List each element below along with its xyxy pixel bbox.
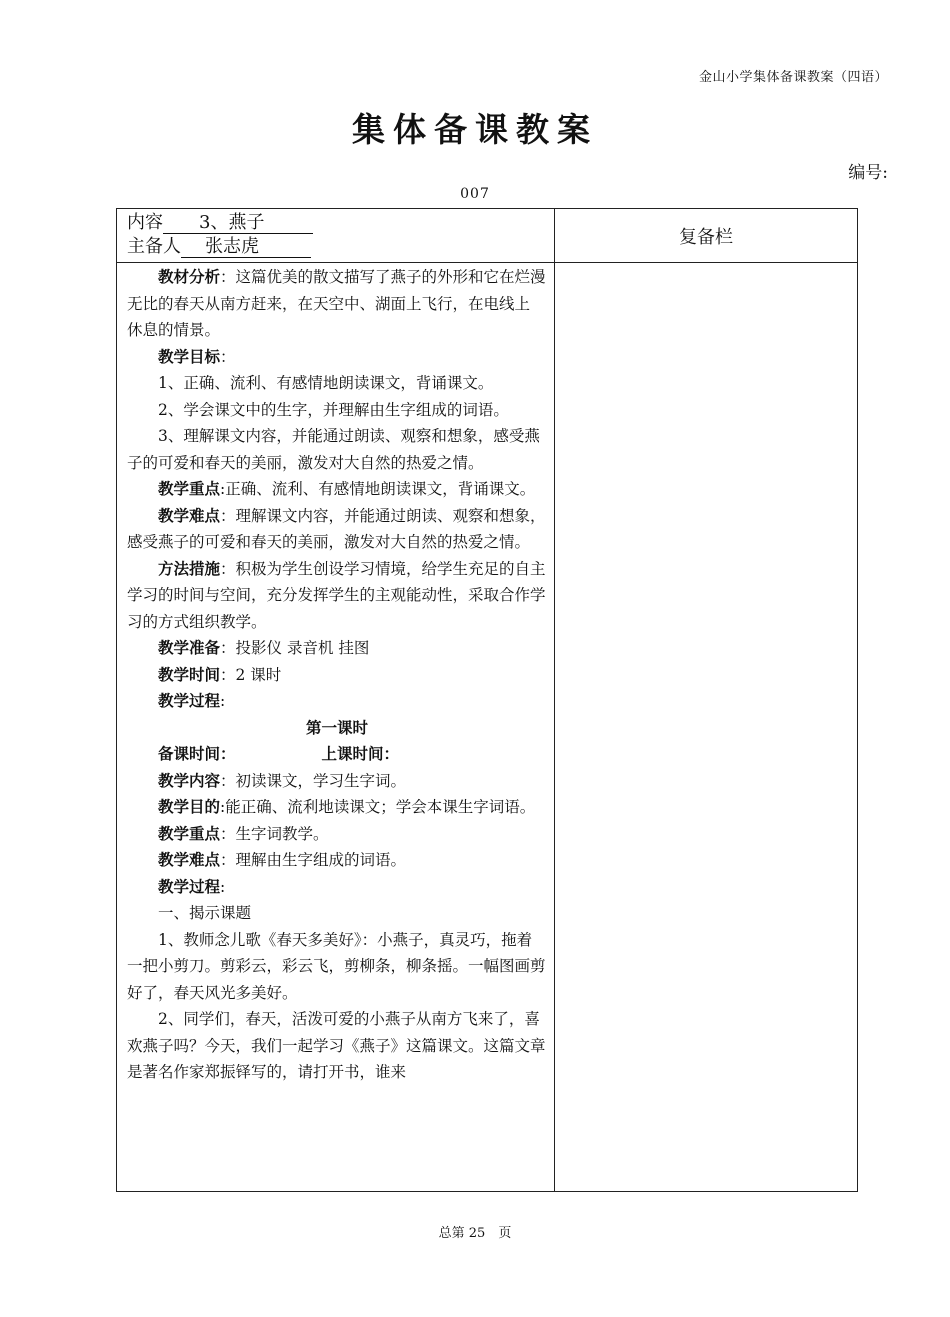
paragraph <box>127 344 547 371</box>
paragraph <box>127 874 547 901</box>
paragraph <box>127 503 547 556</box>
lesson-table <box>116 208 858 1192</box>
para-text: ：初读课文，学习生字词。 <box>220 771 407 790</box>
para-label: 教学内容 <box>158 770 221 790</box>
para-label: 教学重点 <box>158 823 221 843</box>
para-label: 教学难点 <box>158 850 221 869</box>
header-note: 金山小学集体备课教案（四语） <box>698 70 888 85</box>
paragraph <box>127 768 547 795</box>
lesson-body <box>127 264 547 1086</box>
document-title: 集体备课教案 <box>352 110 598 149</box>
paragraph <box>127 741 547 768</box>
para-label: 教学目标 <box>158 346 221 366</box>
lesson-heading: 第一课时 <box>305 717 368 737</box>
para-text: : <box>220 692 226 710</box>
para-label: 教学目的 <box>158 797 221 816</box>
para-text: ：2 课时 <box>220 665 282 684</box>
para-text: ：这篇优美的散文描写了燕子的外形和它在烂漫无比的春天从南方赶来，在天空中、湖面上飞行，在电线上 休息的情景。 <box>127 268 546 339</box>
para-label: 备课时间： <box>158 744 236 763</box>
paragraph <box>127 476 547 503</box>
paragraph: 1、正确、流利、有感情地朗读课文，背诵课文。 <box>158 374 494 392</box>
para-text: ：理解由生字组成的词语。 <box>220 851 407 869</box>
para-label: 教学准备 <box>158 638 221 657</box>
person-label: 主备人 <box>127 236 181 257</box>
paragraph <box>127 847 547 874</box>
paragraph: 3、理解课文内容，并能通过朗读、观察和想象，感受燕子的可爱和春天的美丽，激发对大自然的热爱之情。 <box>127 427 540 472</box>
content-value: 3、燕子 <box>163 213 313 234</box>
para-text: ：生字词教学。 <box>220 824 329 843</box>
para-label: 教学过程 <box>158 876 221 896</box>
person-value: 张志虎 <box>181 237 311 258</box>
column-divider <box>554 209 555 1191</box>
para-label: 教学过程 <box>158 691 221 710</box>
paragraph <box>127 794 547 821</box>
person-row <box>127 235 313 259</box>
para-label: 教材分析 <box>158 267 221 286</box>
paragraph: 1、教师念儿歌《春天多美好》：小燕子，真灵巧，拖着一把小剪刀。剪彩云，彩云飞，剪柳条，柳条摇。一幅图画剪好了，春天风光多美好。 <box>127 930 546 1002</box>
paragraph: 一、揭示课题 <box>158 904 252 922</box>
para-label: 教学重点 <box>158 479 221 498</box>
header-left-cell <box>127 211 313 259</box>
paragraph <box>127 821 547 848</box>
para-text: ：理解课文内容，并能通过朗读、观察和想象，感受燕子的可爱和春天的美丽，激发对大自然的热爱之情。 <box>127 506 546 551</box>
para-label: 教学难点 <box>158 505 221 525</box>
number-label: 编号: <box>848 163 888 183</box>
para-text: : <box>220 877 226 896</box>
paragraph <box>127 556 547 636</box>
content-label: 内容 <box>127 212 163 233</box>
paragraph <box>127 264 547 344</box>
para-text: ： <box>220 347 236 366</box>
page-footer: 总第 25 页 <box>438 1226 512 1241</box>
review-column-header: 复备栏 <box>679 226 733 248</box>
paragraph: 2、学会课文中的生字，并理解由生字组成的词语。 <box>158 400 509 419</box>
paragraph: 2、同学们，春天，活泼可爱的小燕子从南方飞来了，喜欢燕子吗？今天，我们一起学习《燕子》这篇课文。这篇文章是著名作家郑振铎写的，请打开书，谁来 <box>127 1010 546 1081</box>
paragraph <box>127 662 547 689</box>
para-label: 上课时间： <box>321 744 400 763</box>
para-text: :能正确、流利地读课文；学会本课生字词语。 <box>220 798 536 816</box>
content-row <box>127 211 313 235</box>
para-text: ：积极为学生创设学习情境，给学生充足的自主学习的时间与空间，充分发挥学生的主观能动性，采取合作学习的方式组织教学。 <box>127 559 546 631</box>
para-label: 方法措施 <box>158 558 221 578</box>
para-text: ：投影仪 录音机 挂图 <box>220 639 370 657</box>
para-text: :正确、流利、有感情地朗读课文，背诵课文。 <box>220 480 536 498</box>
paragraph <box>127 688 547 715</box>
number-value: 007 <box>460 186 490 202</box>
paragraph <box>127 635 547 662</box>
header-divider <box>117 262 857 263</box>
para-label: 教学时间 <box>158 664 221 684</box>
